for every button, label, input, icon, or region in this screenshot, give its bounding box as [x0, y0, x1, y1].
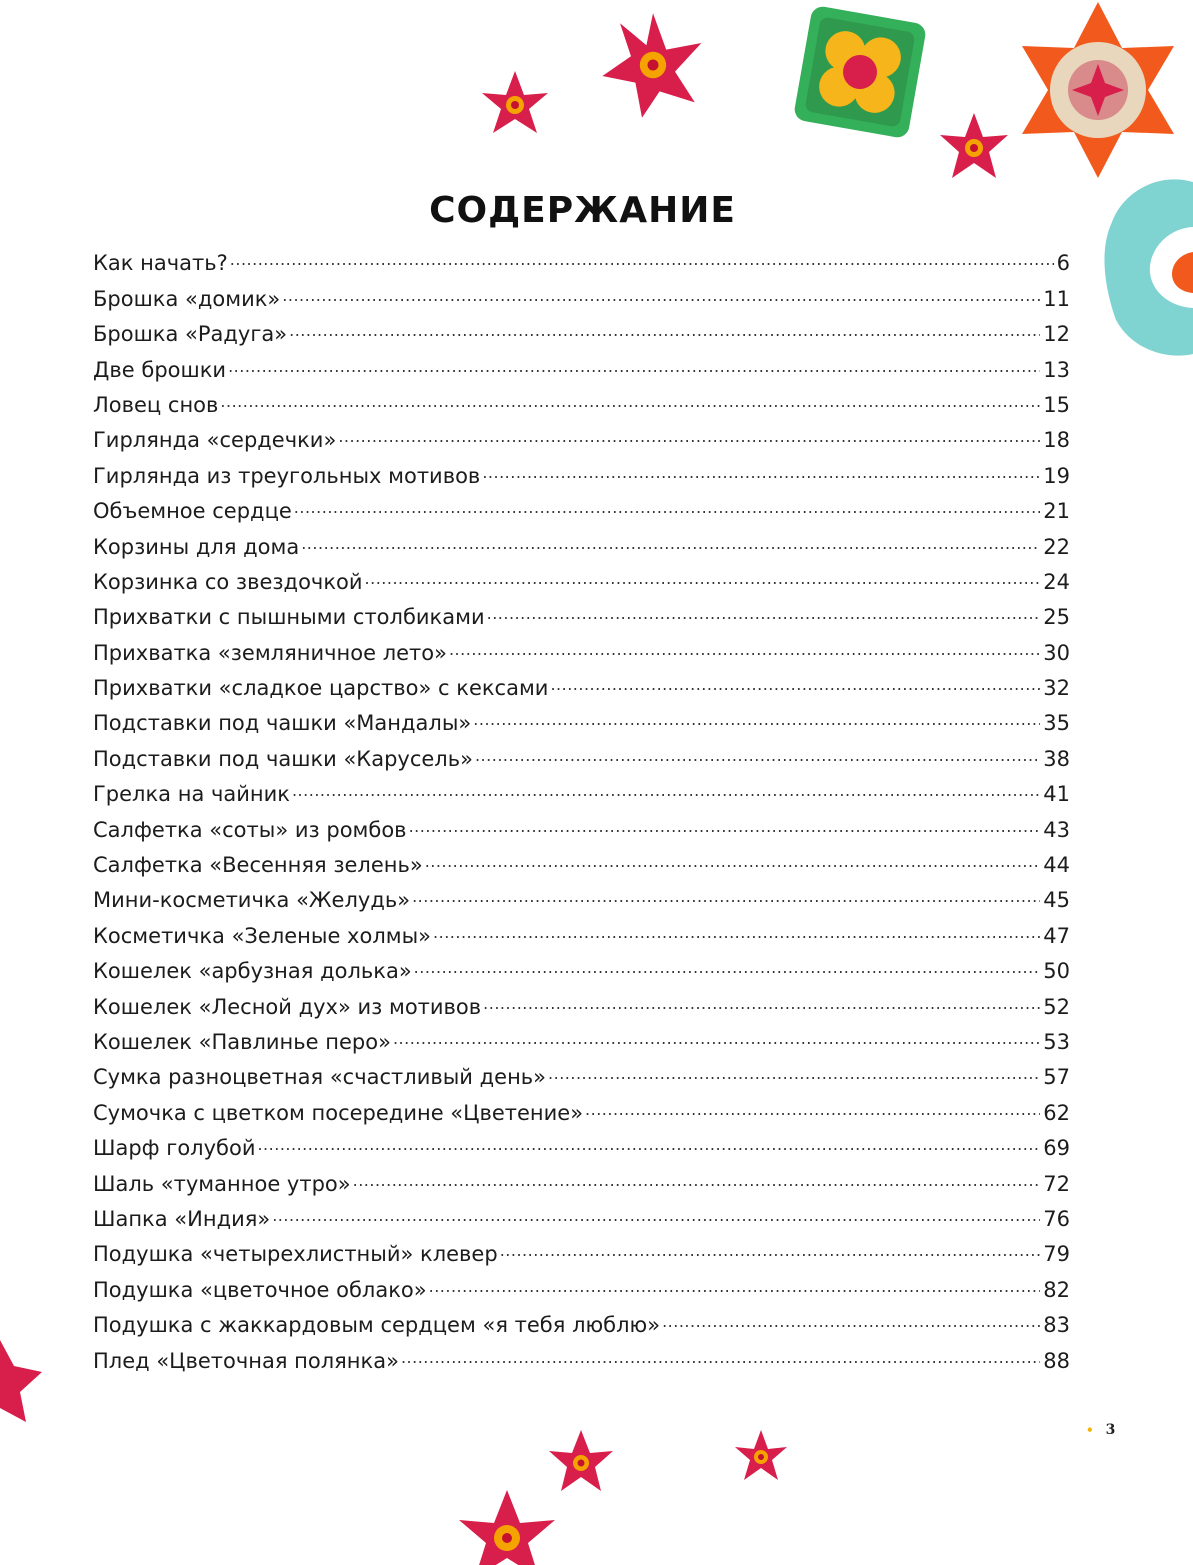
toc-dot-leader [228, 349, 1040, 384]
toc-entry-page: 83 [1043, 1313, 1070, 1338]
toc-entry-page: 13 [1043, 357, 1070, 382]
toc-dot-leader [585, 1092, 1040, 1127]
crochet-flower-icon [598, 10, 708, 120]
toc-entry-page: 25 [1043, 605, 1070, 630]
page-number [1086, 1422, 1115, 1438]
granny-square-icon [790, 2, 930, 142]
toc-dot-leader [230, 242, 1054, 277]
toc-entry-title: Гирлянда из треугольных мотивов [93, 463, 481, 488]
toc-dot-leader [482, 455, 1040, 490]
toc-dot-leader [220, 384, 1040, 419]
toc-entry[interactable] [93, 458, 1070, 493]
toc-entry-title: Подушка с жаккардовым сердцем «я тебя люблю» [93, 1313, 661, 1338]
toc-entry-title: Косметичка «Зеленые холмы» [93, 923, 432, 948]
toc-entry-page: 18 [1043, 428, 1070, 453]
toc-entry[interactable] [93, 494, 1070, 529]
toc-entry-title: Кошелек «Лесной дух» из мотивов [93, 994, 482, 1019]
toc-entry-title: Подставки под чашки «Мандалы» [93, 711, 472, 736]
toc-entry-page: 69 [1043, 1136, 1070, 1161]
toc-dot-leader [483, 986, 1040, 1021]
toc-entry-title: Подставки под чашки «Карусель» [93, 746, 473, 771]
toc-entry-page: 43 [1043, 817, 1070, 842]
toc-entry[interactable] [93, 706, 1070, 741]
toc-entry-title: Две брошки [93, 357, 227, 382]
toc-entry-page: 44 [1043, 853, 1070, 878]
toc-entry-page: 76 [1043, 1206, 1070, 1231]
toc-entry[interactable] [93, 529, 1070, 564]
toc-dot-leader [365, 561, 1041, 596]
toc-entry[interactable] [93, 317, 1070, 352]
toc-dot-leader [414, 950, 1041, 985]
toc-dot-leader [433, 915, 1040, 950]
toc-entry-page: 62 [1043, 1100, 1070, 1125]
toc-entry-page: 45 [1043, 888, 1070, 913]
toc-dot-leader [289, 313, 1040, 348]
toc-entry[interactable] [93, 1308, 1070, 1343]
toc-entry[interactable] [93, 1272, 1070, 1307]
toc-entry-title: Брошка «Радуга» [93, 322, 288, 347]
crochet-flower-icon [452, 1488, 562, 1565]
toc-entry-title: Подушка «четырехлистный» клевер [93, 1242, 498, 1267]
toc-dot-leader [272, 1198, 1040, 1233]
toc-entry-title: Кошелек «арбузная долька» [93, 959, 412, 984]
toc-dot-leader [475, 738, 1040, 773]
toc-dot-leader [338, 419, 1040, 454]
toc-entry[interactable] [93, 565, 1070, 600]
toc-entry[interactable] [93, 1202, 1070, 1237]
toc-entry-page: 12 [1043, 322, 1070, 347]
toc-dot-leader [425, 844, 1041, 879]
toc-entry-page: 6 [1056, 251, 1070, 276]
toc-dot-leader [473, 702, 1040, 737]
toc-entry-title: Мини-косметичка «Желудь» [93, 888, 411, 913]
toc-entry-page: 53 [1043, 1029, 1070, 1054]
toc-entry-page: 47 [1043, 923, 1070, 948]
toc-dot-leader [550, 667, 1040, 702]
toc-entry-page: 35 [1043, 711, 1070, 736]
toc-entry[interactable] [93, 388, 1070, 423]
toc-entry[interactable] [93, 635, 1070, 670]
toc-dot-leader [282, 278, 1040, 313]
crochet-flower-icon [478, 68, 552, 142]
toc-entry[interactable] [93, 1095, 1070, 1130]
toc-dot-leader [292, 773, 1040, 808]
toc-entry-title: Сумочка с цветком посередине «Цветение» [93, 1100, 584, 1125]
toc-entry-title: Сумка разноцветная «счастливый день» [93, 1065, 547, 1090]
toc-entry-page: 32 [1043, 676, 1070, 701]
toc-entry-title: Как начать? [93, 251, 228, 276]
toc-dot-leader [500, 1233, 1041, 1268]
toc-entry-page: 21 [1043, 499, 1070, 524]
toc-entry[interactable] [93, 671, 1070, 706]
toc-entry[interactable] [93, 352, 1070, 387]
crochet-star-icon [1008, 0, 1188, 180]
crochet-flower-icon [0, 1336, 44, 1446]
toc-entry-page: 50 [1043, 959, 1070, 984]
toc-entry-title: Шарф голубой [93, 1136, 256, 1161]
toc-dot-leader [294, 490, 1040, 525]
toc-entry[interactable] [93, 423, 1070, 458]
toc-entry-title: Салфетка «Весенняя зелень» [93, 853, 423, 878]
toc-entry-title: Гирлянда «сердечки» [93, 428, 337, 453]
toc-dot-leader [257, 1127, 1040, 1162]
toc-entry-title: Прихватки «сладкое царство» с кексами [93, 676, 549, 701]
toc-entry-page: 22 [1043, 534, 1070, 559]
toc-entry-title: Подушка «цветочное облако» [93, 1277, 427, 1302]
toc-entry-title: Салфетка «соты» из ромбов [93, 817, 407, 842]
toc-dot-leader [449, 632, 1040, 667]
page-number-value: 3 [1105, 1422, 1116, 1438]
toc-entry-title: Грелка на чайник [93, 782, 290, 807]
toc-entry[interactable] [93, 777, 1070, 812]
toc-entry-page: 79 [1043, 1242, 1070, 1267]
toc-entry-page: 82 [1043, 1277, 1070, 1302]
toc-entry[interactable] [93, 1131, 1070, 1166]
toc-dot-leader [401, 1340, 1040, 1375]
toc-entry-page: 15 [1043, 392, 1070, 417]
toc-entry-page: 88 [1043, 1348, 1070, 1373]
toc-dot-leader [548, 1056, 1040, 1091]
toc-entry-title: Корзины для дома [93, 534, 300, 559]
toc-entry[interactable] [93, 1166, 1070, 1201]
toc-entry-title: Плед «Цветочная полянка» [93, 1348, 399, 1373]
toc-dot-leader [412, 879, 1040, 914]
toc-entry[interactable] [93, 812, 1070, 847]
toc-entry-page: 30 [1043, 640, 1070, 665]
toc-entry-title: Объемное сердце [93, 499, 292, 524]
toc-entry-title: Ловец снов [93, 392, 219, 417]
toc-entry-title: Шапка «Индия» [93, 1206, 271, 1231]
crochet-flower-icon [732, 1428, 790, 1486]
toc-entry-page: 19 [1043, 463, 1070, 488]
toc-entry-title: Брошка «домик» [93, 286, 281, 311]
toc-dot-leader [409, 809, 1041, 844]
toc-entry[interactable] [93, 600, 1070, 635]
toc-dot-leader [393, 1021, 1040, 1056]
toc-dot-leader [353, 1163, 1041, 1198]
toc-dot-leader [662, 1304, 1040, 1339]
toc-dot-leader [487, 596, 1041, 631]
toc-entry[interactable] [93, 883, 1070, 918]
toc-entry-page: 24 [1043, 569, 1070, 594]
toc-entry-title: Корзинка со звездочкой [93, 569, 363, 594]
toc-entry-title: Шаль «туманное утро» [93, 1171, 351, 1196]
toc-entry[interactable] [93, 1025, 1070, 1060]
toc-entry[interactable] [93, 281, 1070, 316]
toc-entry-page: 11 [1043, 286, 1070, 311]
toc-entry[interactable] [93, 1343, 1070, 1378]
toc-entry[interactable] [93, 1237, 1070, 1272]
toc-entry[interactable] [93, 741, 1070, 776]
toc-entry[interactable] [93, 918, 1070, 953]
toc-entry[interactable] [93, 246, 1070, 281]
table-of-contents [93, 246, 1070, 1379]
toc-entry[interactable] [93, 1060, 1070, 1095]
toc-entry[interactable] [93, 954, 1070, 989]
toc-entry-page: 52 [1043, 994, 1070, 1019]
toc-entry-page: 38 [1043, 746, 1070, 771]
toc-entry-page: 57 [1043, 1065, 1070, 1090]
toc-entry-page: 72 [1043, 1171, 1070, 1196]
folio-dot-icon: • [1086, 1423, 1094, 1437]
crochet-flower-icon [936, 110, 1012, 186]
toc-entry-title: Прихватки с пышными столбиками [93, 605, 485, 630]
page-title: СОДЕРЖАНИЕ [429, 190, 736, 231]
toc-dot-leader [429, 1269, 1041, 1304]
toc-entry-page: 41 [1043, 782, 1070, 807]
toc-entry-title: Прихватка «земляничное лето» [93, 640, 447, 665]
toc-entry[interactable] [93, 989, 1070, 1024]
toc-entry-title: Кошелек «Павлинье перо» [93, 1029, 391, 1054]
toc-dot-leader [301, 526, 1040, 561]
toc-entry[interactable] [93, 848, 1070, 883]
